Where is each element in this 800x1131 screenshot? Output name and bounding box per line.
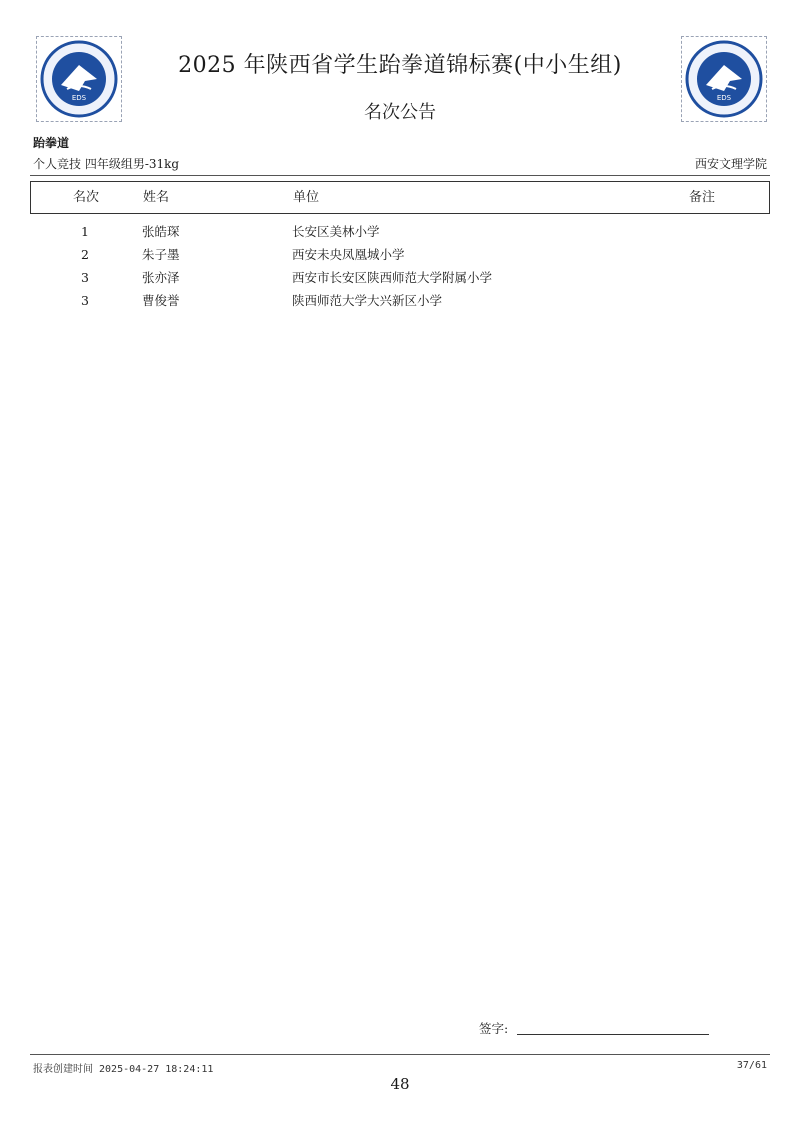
table-header <box>30 181 770 214</box>
svg-text:EDS: EDS <box>716 94 732 102</box>
column-header-name: 姓名 <box>143 190 170 205</box>
column-header-note: 备注 <box>689 190 716 205</box>
event-name: 个人竞技 四年级组男-31kg <box>33 157 180 171</box>
svg-text:EDS: EDS <box>71 94 87 102</box>
unit-cell: 长安区美林小学 <box>292 224 380 239</box>
name-cell: 朱子墨 <box>142 247 180 262</box>
venue-name: 西安文理学院 <box>694 157 767 171</box>
rank-cell: 3 <box>81 270 89 285</box>
signature-label: 签字: <box>479 1021 509 1036</box>
rank-cell: 3 <box>81 293 89 308</box>
association-logo-left <box>36 36 122 122</box>
column-header-rank: 名次 <box>72 190 99 205</box>
page-counter: 37/61 <box>736 1060 767 1071</box>
association-logo-right <box>681 36 767 122</box>
table-row <box>30 222 770 245</box>
results-table-body <box>30 222 770 314</box>
report-created-time: 报表创建时间 2025-04-27 18:24:11 <box>33 1064 214 1075</box>
page-number: 48 <box>390 1075 410 1093</box>
table-row <box>30 268 770 291</box>
association-emblem-icon <box>684 39 764 119</box>
unit-cell: 陕西师范大学大兴新区小学 <box>292 293 443 308</box>
signature-line <box>517 1034 709 1035</box>
unit-cell: 西安未央凤凰城小学 <box>292 247 405 262</box>
name-cell: 张亦泽 <box>142 270 180 285</box>
footer-divider <box>30 1054 770 1055</box>
name-cell: 曹俊誉 <box>142 293 180 308</box>
sport-name: 跆拳道 <box>33 136 70 150</box>
header-divider <box>30 175 770 176</box>
column-header-unit: 单位 <box>293 190 320 205</box>
table-row <box>30 245 770 268</box>
rank-cell: 2 <box>81 247 89 262</box>
rank-cell: 1 <box>81 224 89 239</box>
name-cell: 张皓琛 <box>142 224 180 239</box>
association-emblem-icon <box>39 39 119 119</box>
table-row <box>30 291 770 314</box>
page-subtitle: 名次公告 <box>364 102 436 123</box>
unit-cell: 西安市长安区陕西师范大学附属小学 <box>292 270 493 285</box>
page-title: 2025 年陕西省学生跆拳道锦标赛(中小生组) <box>178 53 622 78</box>
